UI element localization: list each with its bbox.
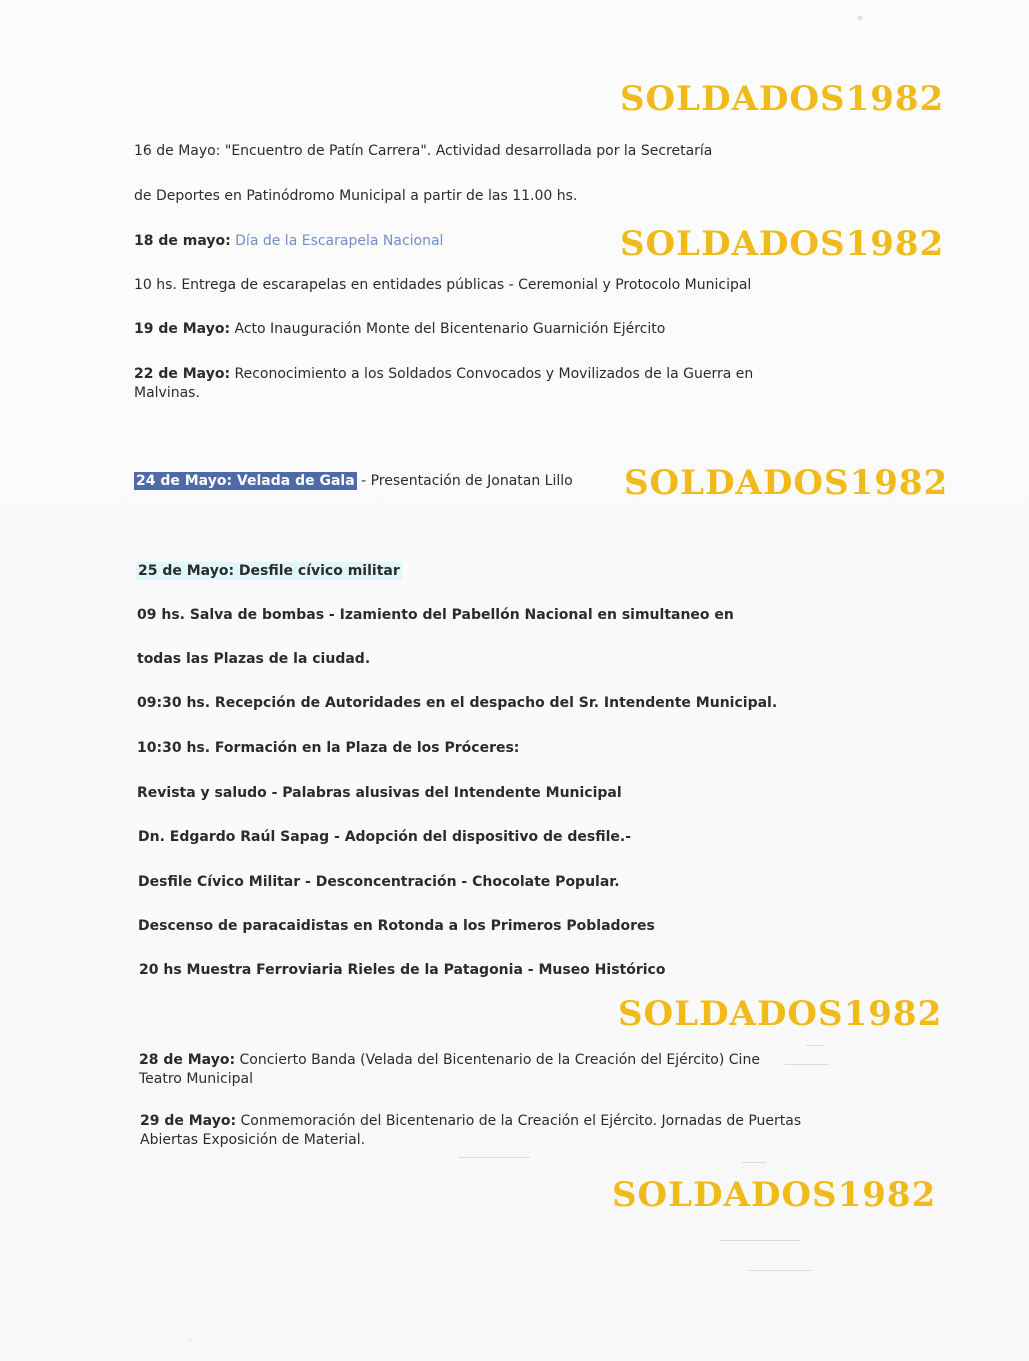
scan-speck (720, 1240, 800, 1241)
text-24-mayo: - Presentación de Jonatan Lillo (356, 473, 573, 489)
line-22-mayo-cont (134, 385, 200, 403)
line-24-mayo (134, 473, 573, 491)
text-22-mayo: Reconocimiento a los Soldados Convocados y Movilizados de la Guerra en (234, 366, 754, 382)
text-29-mayo-cont: Abiertas Exposición de Material. (140, 1132, 366, 1148)
highlight-25-mayo: 25 de Mayo: Desfile cívico militar (138, 563, 400, 579)
line-28-mayo (139, 1052, 760, 1070)
line-escarapelas (134, 277, 751, 295)
line-desfile: Desfile Cívico Militar - Desconcentración - Chocolate Popular. (138, 874, 620, 890)
text-22-mayo-cont: Malvinas. (134, 385, 200, 401)
line-16-mayo-cont-text: de Deportes en Patinódromo Municipal a partir de las 11.00 hs. (134, 188, 578, 204)
scan-speck (785, 1064, 829, 1065)
watermark-2: SOLDADOS1982 (620, 224, 945, 264)
scan-speck (806, 1045, 824, 1046)
line-16-mayo-cont (134, 188, 577, 206)
watermark-4: SOLDADOS1982 (618, 994, 943, 1034)
date-19-mayo: 19 de Mayo: (134, 321, 231, 337)
scan-speck (742, 1162, 766, 1163)
watermark-3: SOLDADOS1982 (624, 463, 949, 503)
text-19-mayo: Acto Inauguración Monte del Bicentenario Guarnición Ejército (234, 321, 666, 337)
line-revista: Revista y saludo - Palabras alusivas del Intendente Municipal (137, 785, 622, 801)
line-16-mayo (134, 143, 712, 161)
date-22-mayo: 22 de Mayo: (134, 366, 231, 382)
highlight-24-mayo: 24 de Mayo: Velada de Gala (136, 473, 355, 489)
link-escarapela[interactable]: Día de la Escarapela Nacional (235, 233, 444, 249)
line-25-mayo (136, 563, 402, 581)
text-28-mayo-cont: Teatro Municipal (139, 1071, 253, 1087)
line-16-mayo-text: 16 de Mayo: "Encuentro de Patín Carrera". Actividad desarrollada por la Secretaría (134, 143, 713, 159)
line-29-mayo-cont (140, 1132, 365, 1150)
line-22-mayo (134, 366, 753, 384)
line-ferroviaria: 20 hs Muestra Ferroviaria Rieles de la Patagonia - Museo Histórico (139, 962, 666, 978)
line-sapag: Dn. Edgardo Raúl Sapag - Adopción del dispositivo de desfile.- (138, 829, 632, 845)
line-29-mayo (140, 1113, 801, 1131)
line-escarapelas-text: 10 hs. Entrega de escarapelas en entidades públicas - Ceremonial y Protocolo Municipal (134, 277, 752, 293)
line-09hs: 09 hs. Salva de bombas - Izamiento del Pabellón Nacional en simultaneo en (137, 607, 734, 623)
line-0930hs: 09:30 hs. Recepción de Autoridades en el despacho del Sr. Intendente Municipal. (137, 695, 778, 711)
scan-speck (458, 1157, 530, 1158)
line-28-mayo-cont (139, 1071, 253, 1089)
line-1030hs: 10:30 hs. Formación en la Plaza de los Próceres: (137, 740, 520, 756)
watermark-5: SOLDADOS1982 (612, 1175, 937, 1215)
date-18-mayo: 18 de mayo: (134, 233, 231, 249)
line-plazas: todas las Plazas de la ciudad. (137, 651, 371, 667)
line-19-mayo (134, 321, 665, 339)
line-paracaidistas: Descenso de paracaidistas en Rotonda a los Primeros Pobladores (138, 918, 655, 934)
text-28-mayo: Concierto Banda (Velada del Bicentenario de la Creación del Ejército) Cine (239, 1052, 760, 1068)
scan-speck (748, 1270, 812, 1271)
date-28-mayo: 28 de Mayo: (139, 1052, 236, 1068)
watermark-1: SOLDADOS1982 (620, 79, 945, 119)
text-29-mayo: Conmemoración del Bicentenario de la Creación el Ejército. Jornadas de Puertas (240, 1113, 802, 1129)
date-29-mayo: 29 de Mayo: (140, 1113, 237, 1129)
line-18-mayo (134, 233, 443, 251)
